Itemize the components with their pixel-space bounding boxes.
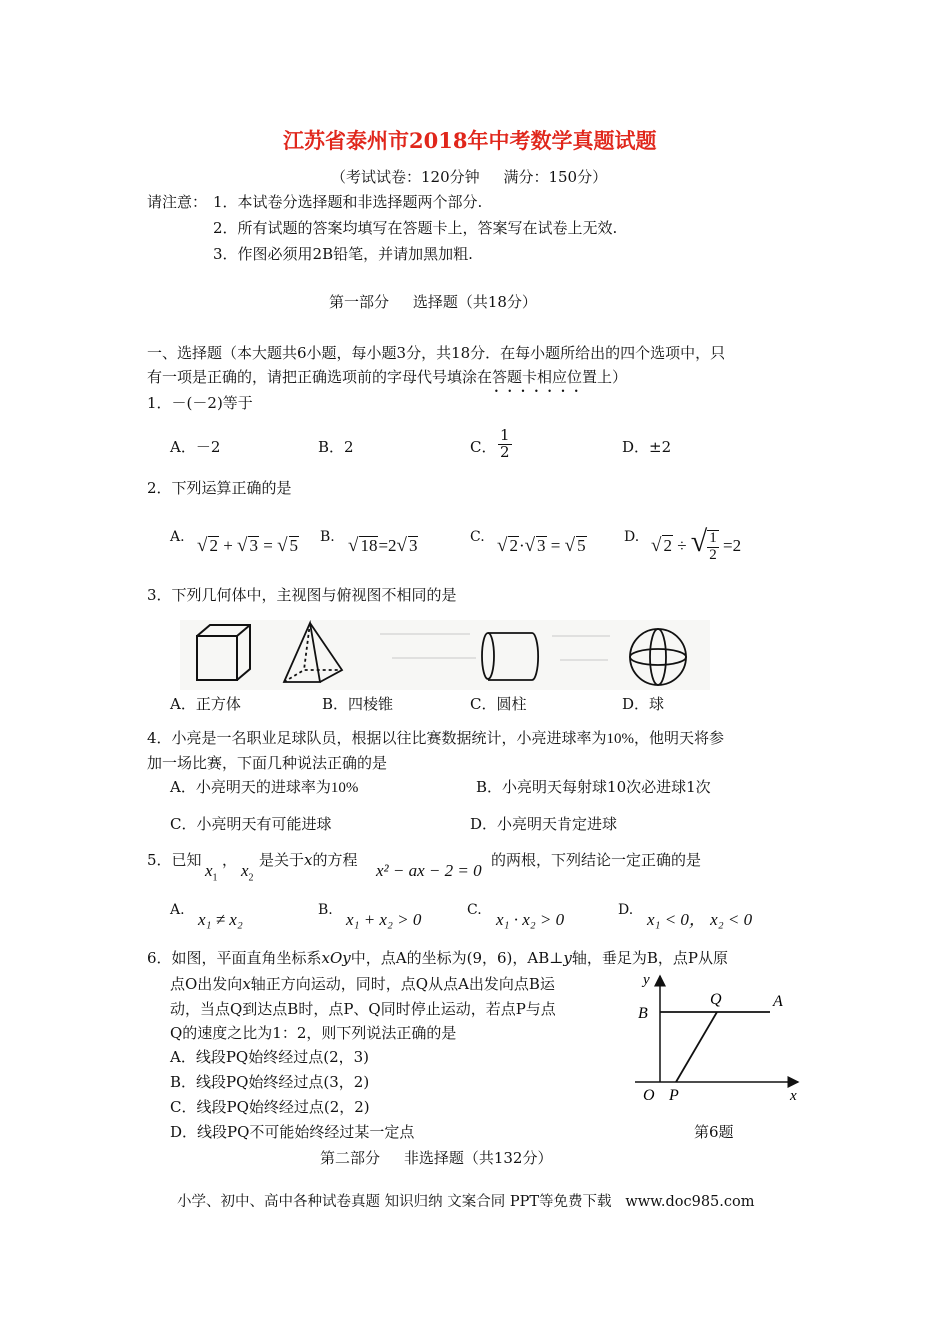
q4-stem-line2: 加一场比赛，下面几种说法正确的是 xyxy=(147,754,388,772)
q4-option-c: C．小亮明天有可能进球 xyxy=(170,815,332,833)
q6-option-d: D．线段PQ不可能始终经过某一定点 xyxy=(170,1123,415,1141)
q4-option-b: B．小亮明天每射球10次必进球1次 xyxy=(476,778,711,796)
q5-option-c: x₁ · x₂ > 0 xyxy=(496,910,565,929)
q3-option-d: D．球 xyxy=(622,695,665,713)
q3-stem: 3．下列几何体中，主视图与俯视图不相同的是 xyxy=(147,586,457,604)
q1-option-d: D．±2 xyxy=(622,438,672,456)
q2-label-b: B. xyxy=(320,529,335,545)
q5-stem-d: 的两根，下列结论一定正确的是 xyxy=(491,851,702,869)
page-title: 江苏省泰州市2018年中考数学真题试题 xyxy=(283,128,657,153)
q6-stem-line4: Q的速度之比为1：2，则下列说法正确的是 xyxy=(170,1024,457,1042)
q6-option-b: B．线段PQ始终经过点(3，2) xyxy=(170,1073,370,1091)
q2-label-c: C. xyxy=(470,529,485,545)
section-instructions-line1: 一、选择题（本大题共6小题，每小题3分，共18分．在每小题所给出的四个选项中，只 xyxy=(147,344,726,362)
instr-text: 有一项是正确的，请把正确选项前的字母代号填涂在 xyxy=(147,368,493,386)
q4-stem-line1: 4．小亮是一名职业足球队员，根据以往比赛数据统计，小亮进球率为10%，他明天将参 xyxy=(147,729,725,747)
fig-label-b: B xyxy=(638,1005,648,1022)
q3-option-a: A．正方体 xyxy=(170,695,241,713)
emphasized-text: 答题卡相应位置 ••••••• xyxy=(492,368,597,386)
q5-label-c: C. xyxy=(467,902,482,918)
q1-option-a: A．－2 xyxy=(170,438,221,456)
q2-option-c: √ 2·√ 3 = √ 5 xyxy=(497,535,586,556)
q6-option-c: C．线段PQ始终经过点(2，2) xyxy=(170,1098,370,1116)
q5-stem-a: 5．已知 xyxy=(147,851,202,869)
notice-1: 1．本试卷分选择题和非选择题两个部分. xyxy=(213,193,483,211)
notice-3: 3．作图必须用2B铅笔，并请加黑加粗. xyxy=(213,245,473,263)
q1-option-c-fraction: $\frac{1}{2}$ xyxy=(500,426,510,461)
q5-option-a: x₁ ≠ x₂ xyxy=(198,910,243,929)
q5-label-b: B. xyxy=(318,902,333,918)
q2-stem: 2．下列运算正确的是 xyxy=(147,479,292,497)
q4-option-a: A．小亮明天的进球率为10% xyxy=(170,778,359,796)
figure-caption: 第6题 xyxy=(694,1123,734,1141)
q6-coordinate-figure xyxy=(630,970,810,1105)
q3-solids-figure xyxy=(180,620,710,690)
q6-stem-line2: 点O出发向x轴正方向运动，同时，点Q从点A出发向点B运 xyxy=(170,975,555,993)
q6-option-a: A．线段PQ始终经过点(2，3) xyxy=(170,1048,370,1066)
fig-label-o: O xyxy=(643,1087,655,1104)
q2-option-b: √ 18=2√ 3 xyxy=(348,535,418,556)
fig-label-q: Q xyxy=(710,991,722,1008)
q4-option-d: D．小亮明天肯定进球 xyxy=(470,815,618,833)
q5-x2: $x_2$ xyxy=(241,861,254,884)
q5-x1: $x_1$ xyxy=(205,861,218,884)
part1-heading: 第一部分 选择题（共18分） xyxy=(329,293,537,311)
q5-label-d: D. xyxy=(618,902,634,918)
q5-stem-b: 是关于x的方程 xyxy=(259,851,358,869)
instr-text-end: 上） xyxy=(597,368,628,386)
q5-equation: x² − ax − 2 = 0 xyxy=(376,861,482,880)
q3-option-b: B．四棱锥 xyxy=(322,695,394,713)
q1-option-b: B．2 xyxy=(318,438,354,456)
q2-label-a: A. xyxy=(170,529,185,545)
q1-stem: 1．－(－2)等于 xyxy=(147,394,253,412)
q6-stem-line3: 动，当点Q到达点B时，点P、Q同时停止运动，若点P与点 xyxy=(170,1000,556,1018)
segment-pq xyxy=(676,1012,717,1082)
section-instructions-line2 xyxy=(147,370,627,385)
footer-text: 小学、初中、高中各种试卷真题 知识归纳 文案合同 PPT等免费下载 www.doc985.com xyxy=(177,1194,755,1210)
q6-stem-line1: 6．如图，平面直角坐标系xOy中，点A的坐标为(9，6)，AB⊥y轴，垂足为B，点P从原 xyxy=(147,949,728,967)
q3-option-c: C．圆柱 xyxy=(470,695,527,713)
q2-option-a: √ 2 + √ 3 = √ 5 xyxy=(197,535,298,556)
notice-2: 2．所有试题的答案均填写在答题卡上，答案写在试卷上无效. xyxy=(213,219,618,237)
fig-label-a: A xyxy=(773,993,783,1010)
exam-info: （考试试卷：120分钟 满分：150分） xyxy=(331,168,608,186)
q5-option-d: x₁ < 0， x₂ < 0 xyxy=(647,910,753,929)
fig-label-y: y xyxy=(643,972,650,988)
part2-heading: 第二部分 非选择题（共132分） xyxy=(320,1149,553,1167)
fig-label-x: x xyxy=(790,1088,797,1104)
q5-comma: ， xyxy=(222,851,238,869)
q2-option-d: √ 2 ÷ √ $\frac{1}{2}$ =2 xyxy=(651,525,742,564)
q5-label-a: A. xyxy=(170,902,185,918)
q2-label-d: D. xyxy=(624,529,640,545)
notice-label: 请注意： xyxy=(147,193,208,211)
fig-label-p: P xyxy=(669,1087,679,1104)
q5-option-b: x₁ + x₂ > 0 xyxy=(346,910,422,929)
q1-option-c-label: C． xyxy=(470,438,497,456)
